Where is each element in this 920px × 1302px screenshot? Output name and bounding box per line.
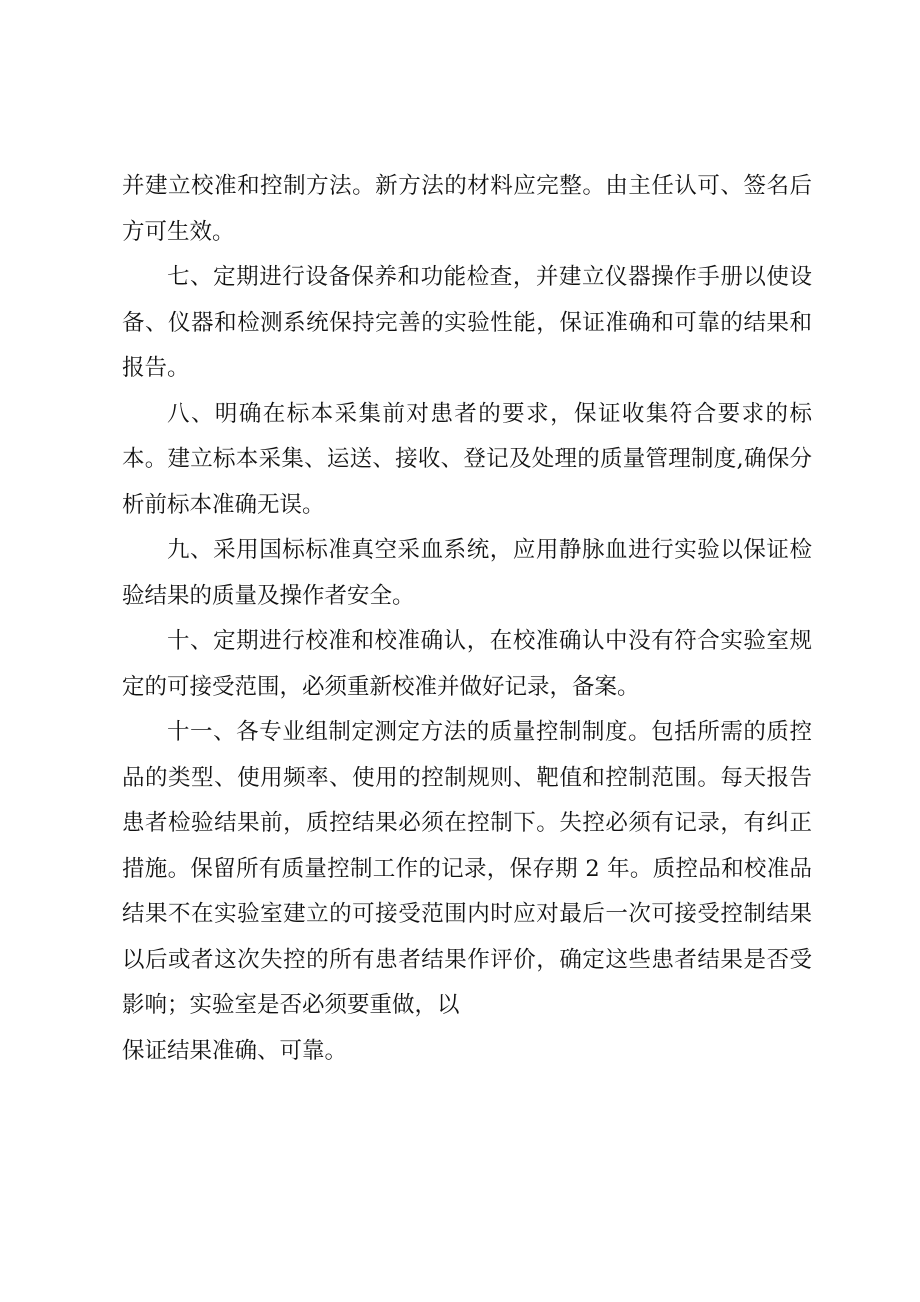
paragraph-item-10: 十、定期进行校准和校准确认，在校准确认中没有符合实验室规定的可接受范围，必须重新校准并做好记录，备案。 [122,628,812,700]
paragraph-item-8: 八、明确在标本采集前对患者的要求，保证收集符合要求的标本。建立标本采集、运送、接收、登记及处理的质量管理制度,确保分析前标本准确无误。 [122,400,812,518]
paragraph-item-11: 十一、各专业组制定测定方法的质量控制制度。包括所需的质控品的类型、使用频率、使用的控制规则、靶值和控制范围。每天报告患者检验结果前，质控结果必须在控制下。失控必须有记录，有纠正措施。保留所有质量控制工作的记录，保存期 2 年。质控品和校准品结果不在实验室建立的可接受范围内时应对最后一次可接受控制结果以后或者这次失控的所有患者结果作评价，确定这些患者结果是否受影响；实验室是否必须要重做，以 [122,719,812,1018]
paragraph-item-7: 七、定期进行设备保养和功能检查，并建立仪器操作手册以使设备、仪器和检测系统保持完善的实验性能，保证准确和可靠的结果和报告。 [122,264,812,381]
paragraph-item-11-end: 保证结果准确、可靠。 [122,1037,348,1064]
document-body [122,164,812,1069]
paragraph-continuation: 并建立校准和控制方法。新方法的材料应完整。由主任认可、签名后方可生效。 [122,173,812,245]
paragraph-item-9: 九、采用国标标准真空采血系统，应用静脉血进行实验以保证检验结果的质量及操作者安全。 [122,537,812,609]
